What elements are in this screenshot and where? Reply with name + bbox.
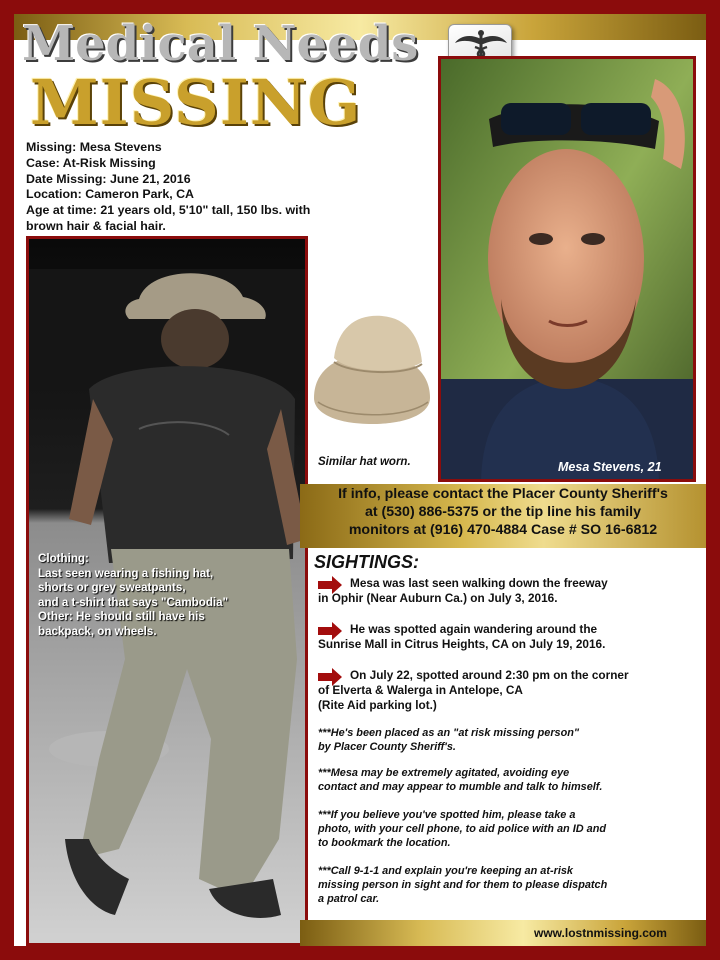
sightings-heading: SIGHTINGS: xyxy=(314,552,420,572)
face-caption: Mesa Stevens, 21 xyxy=(558,460,662,474)
note-text: ***If you believe you've spotted him, please take a xyxy=(318,809,576,821)
clothing-other: Other: He should still have his xyxy=(38,610,205,624)
clothing-other: backpack, on wheels. xyxy=(38,624,157,638)
face-photo xyxy=(438,56,696,482)
contact-line: monitors at (916) 470-4884 Case # SO 16-6812 xyxy=(348,522,658,538)
sighting-text: On July 22, spotted around 2:30 pm on the corner xyxy=(350,668,629,682)
sighting-text: He was spotted again wandering around the xyxy=(350,622,598,636)
hat-caption: Similar hat worn. xyxy=(318,456,411,468)
note-text: ***Call 9-1-1 and explain you're keeping an at-risk xyxy=(318,865,573,877)
sighting-text: of Elverta & Walerga in Antelope, CA xyxy=(318,683,523,698)
red-arrow-icon xyxy=(318,576,342,594)
contact-info xyxy=(300,485,706,539)
note-2 xyxy=(318,766,698,794)
sighting-text: Sunrise Mall in Citrus Heights, CA on July 19, 2016. xyxy=(318,637,606,652)
clothing-line: Last seen wearing a fishing hat, xyxy=(38,566,214,580)
case-type: Case: At-Risk Missing xyxy=(26,155,156,170)
clothing-line: shorts or grey sweatpants, xyxy=(38,581,186,595)
sighting-text: in Ophir (Near Auburn Ca.) on July 3, 2016. xyxy=(318,591,558,606)
contact-line: If info, please contact the Placer County Sheriff's xyxy=(338,486,668,502)
clothing-description xyxy=(38,552,300,640)
note-text: a patrol car. xyxy=(318,893,380,905)
sighting-text: Mesa was last seen walking down the freeway xyxy=(350,576,608,590)
note-4 xyxy=(318,864,698,906)
date-missing: Date Missing: June 21, 2016 xyxy=(26,171,191,186)
hair-description: brown hair & facial hair. xyxy=(26,218,166,233)
missing-details xyxy=(26,140,446,235)
sighting-2 xyxy=(318,622,605,652)
clothing-line: and a t-shirt that says "Cambodia" xyxy=(38,595,229,609)
note-text: contact and may appear to mumble and talk to himself. xyxy=(318,781,603,793)
sighting-3 xyxy=(318,668,629,714)
red-arrow-icon xyxy=(318,622,342,640)
poster-body xyxy=(14,14,706,946)
red-arrow-icon xyxy=(318,668,342,686)
note-text: by Placer County Sheriff's. xyxy=(318,741,456,753)
location: Location: Cameron Park, CA xyxy=(26,187,194,202)
note-text: missing person in sight and for them to please dispatch xyxy=(318,879,608,891)
note-text: ***He's been placed as an "at risk missing person" xyxy=(318,727,580,739)
note-1 xyxy=(318,726,698,754)
clothing-label: Clothing: xyxy=(38,552,89,565)
note-3 xyxy=(318,808,698,850)
note-text: to bookmark the location. xyxy=(318,837,451,849)
website-link[interactable]: www.lostnmissing.com xyxy=(534,926,667,940)
note-text: photo, with your cell phone, to aid police with an ID and xyxy=(318,823,607,835)
note-text: ***Mesa may be extremely agitated, avoiding eye xyxy=(318,767,570,779)
sighting-text: (Rite Aid parking lot.) xyxy=(318,698,437,713)
missing-name: Missing: Mesa Stevens xyxy=(26,140,162,154)
age-description: Age at time: 21 years old, 5'10" tall, 150 lbs. with xyxy=(26,203,311,218)
sighting-1 xyxy=(318,576,608,606)
title-missing: MISSING xyxy=(30,66,362,139)
contact-line: at (530) 886-5375 or the tip line his family xyxy=(365,504,641,520)
title-medical-needs: Medical Needs xyxy=(22,16,419,72)
hat-photo xyxy=(310,298,434,448)
